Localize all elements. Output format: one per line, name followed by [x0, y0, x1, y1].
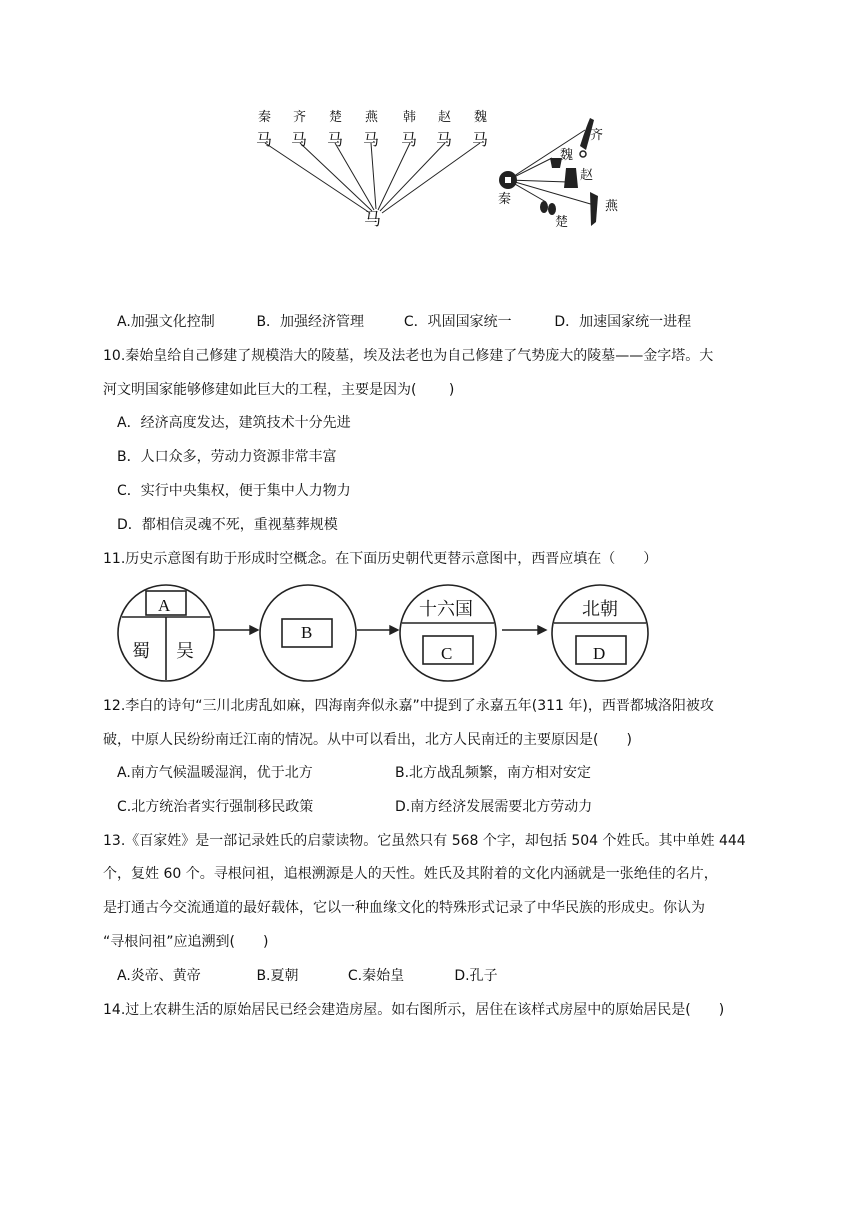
q9-option-a: A.加强文化控制 [117, 314, 215, 330]
q11-stem: 11.历史示意图有助于形成时空概念。在下面历史朝代更替示意图中，西晋应填在（ ） [103, 551, 658, 567]
map-label-yan: 燕 [605, 199, 619, 214]
q10-stem-line1: 10.秦始皇给自己修建了规模浩大的陵墓，埃及法老也为自己修建了气势庞大的陵墓——金字塔。大 [103, 348, 714, 364]
q13-option-a: A.炎帝、黄帝 [117, 968, 201, 984]
q10-stem-line2: 河文明国家能够修建如此巨大的工程，主要是因为( ) [103, 382, 455, 398]
diagram-box-b: B [301, 623, 313, 642]
map-label-wei: 魏 [560, 148, 574, 163]
diagram-box-c: C [441, 644, 453, 663]
state-label-qin: 秦 [258, 110, 272, 125]
state-label-han: 韩 [403, 110, 417, 125]
q9-options [117, 312, 691, 332]
q12-option-c: C.北方统治者实行强制移民政策 [117, 799, 314, 815]
ancient-glyph-chu: 马 [327, 130, 344, 149]
state-label-qi: 齐 [293, 110, 307, 125]
map-label-qin: 秦 [498, 192, 512, 207]
diagram-label-northern-dynasties: 北朝 [582, 599, 618, 620]
q13-stem-line1: 13.《百家姓》是一部记录姓氏的启蒙读物。它虽然只有 568 个字，却包括 504 个姓氏。其中单姓 444 [103, 833, 746, 849]
q12-stem-line1: 12.李白的诗句“三川北虏乱如麻，四海南奔似永嘉”中提到了永嘉五年(311 年)，西晋都城洛阳被攻 [103, 698, 714, 714]
q13-option-c: C.秦始皇 [347, 968, 405, 984]
q10-option-b: B．人口众多，劳动力资源非常丰富 [117, 449, 337, 465]
state-label-zhao: 赵 [438, 110, 452, 125]
diagram-box-a: A [158, 596, 171, 615]
q14-stem: 14.过上农耕生活的原始居民已经会建造房屋。如右图所示，居住在该样式房屋中的原始居民是( ) [103, 1002, 725, 1018]
q10-option-a: A．经济高度发达，建筑技术十分先进 [117, 415, 351, 431]
q13-stem-line3: 是打通古今交流通道的最好载体，它以一种血缘文化的特殊形式记录了中华民族的形成史。你认为 [103, 900, 705, 916]
q13-option-d: D.孔子 [454, 968, 498, 984]
q12-stem-line2: 破，中原人民纷纷南迁江南的情况。从中可以看出，北方人民南迁的主要原因是( ) [103, 732, 632, 748]
map-label-chu: 楚 [555, 215, 569, 230]
q12-option-b: B.北方战乱频繁，南方相对安定 [395, 765, 592, 781]
ancient-glyph-qin: 马 [256, 130, 273, 149]
q9-option-c: C．巩固国家统一 [403, 314, 512, 330]
state-label-chu: 楚 [329, 110, 343, 125]
q9-option-b: B．加强经济管理 [256, 314, 365, 330]
q12-option-d: D.南方经济发展需要北方劳动力 [395, 799, 593, 815]
ancient-glyph-han: 马 [401, 130, 418, 149]
diagram-box-d: D [593, 644, 606, 663]
q9-option-d: D．加速国家统一进程 [554, 314, 692, 330]
map-label-zhao: 赵 [580, 168, 594, 183]
ancient-glyph-wei: 马 [472, 130, 489, 149]
q13-option-b: B.夏朝 [256, 968, 299, 984]
ancient-glyph-zhao: 马 [436, 130, 453, 149]
diagram-label-wu: 吴 [176, 641, 194, 662]
diagram-label-sixteen-kingdoms: 十六国 [419, 599, 473, 620]
unified-glyph: 马 [364, 210, 381, 230]
ancient-glyph-qi: 马 [291, 130, 308, 149]
q13-options [117, 966, 498, 986]
q10-option-d: D．都相信灵魂不死，重视墓葬规模 [117, 517, 338, 533]
q12-option-a: A.南方气候温暖湿润，优于北方 [117, 765, 313, 781]
ancient-glyph-yan: 马 [363, 130, 380, 149]
q10-option-c: C．实行中央集权，便于集中人力物力 [117, 483, 351, 499]
q13-stem-line2: 个，复姓 60 个。寻根问祖，追根溯源是人的天性。姓氏及其附着的文化内涵就是一张绝佳的名片， [103, 866, 718, 882]
q13-stem-line4: “寻根问祖”应追溯到( ) [103, 934, 269, 950]
state-label-wei: 魏 [474, 110, 488, 125]
diagram-label-shu: 蜀 [132, 641, 150, 662]
map-label-qi: 齐 [590, 128, 604, 143]
state-label-yan: 燕 [365, 110, 379, 125]
